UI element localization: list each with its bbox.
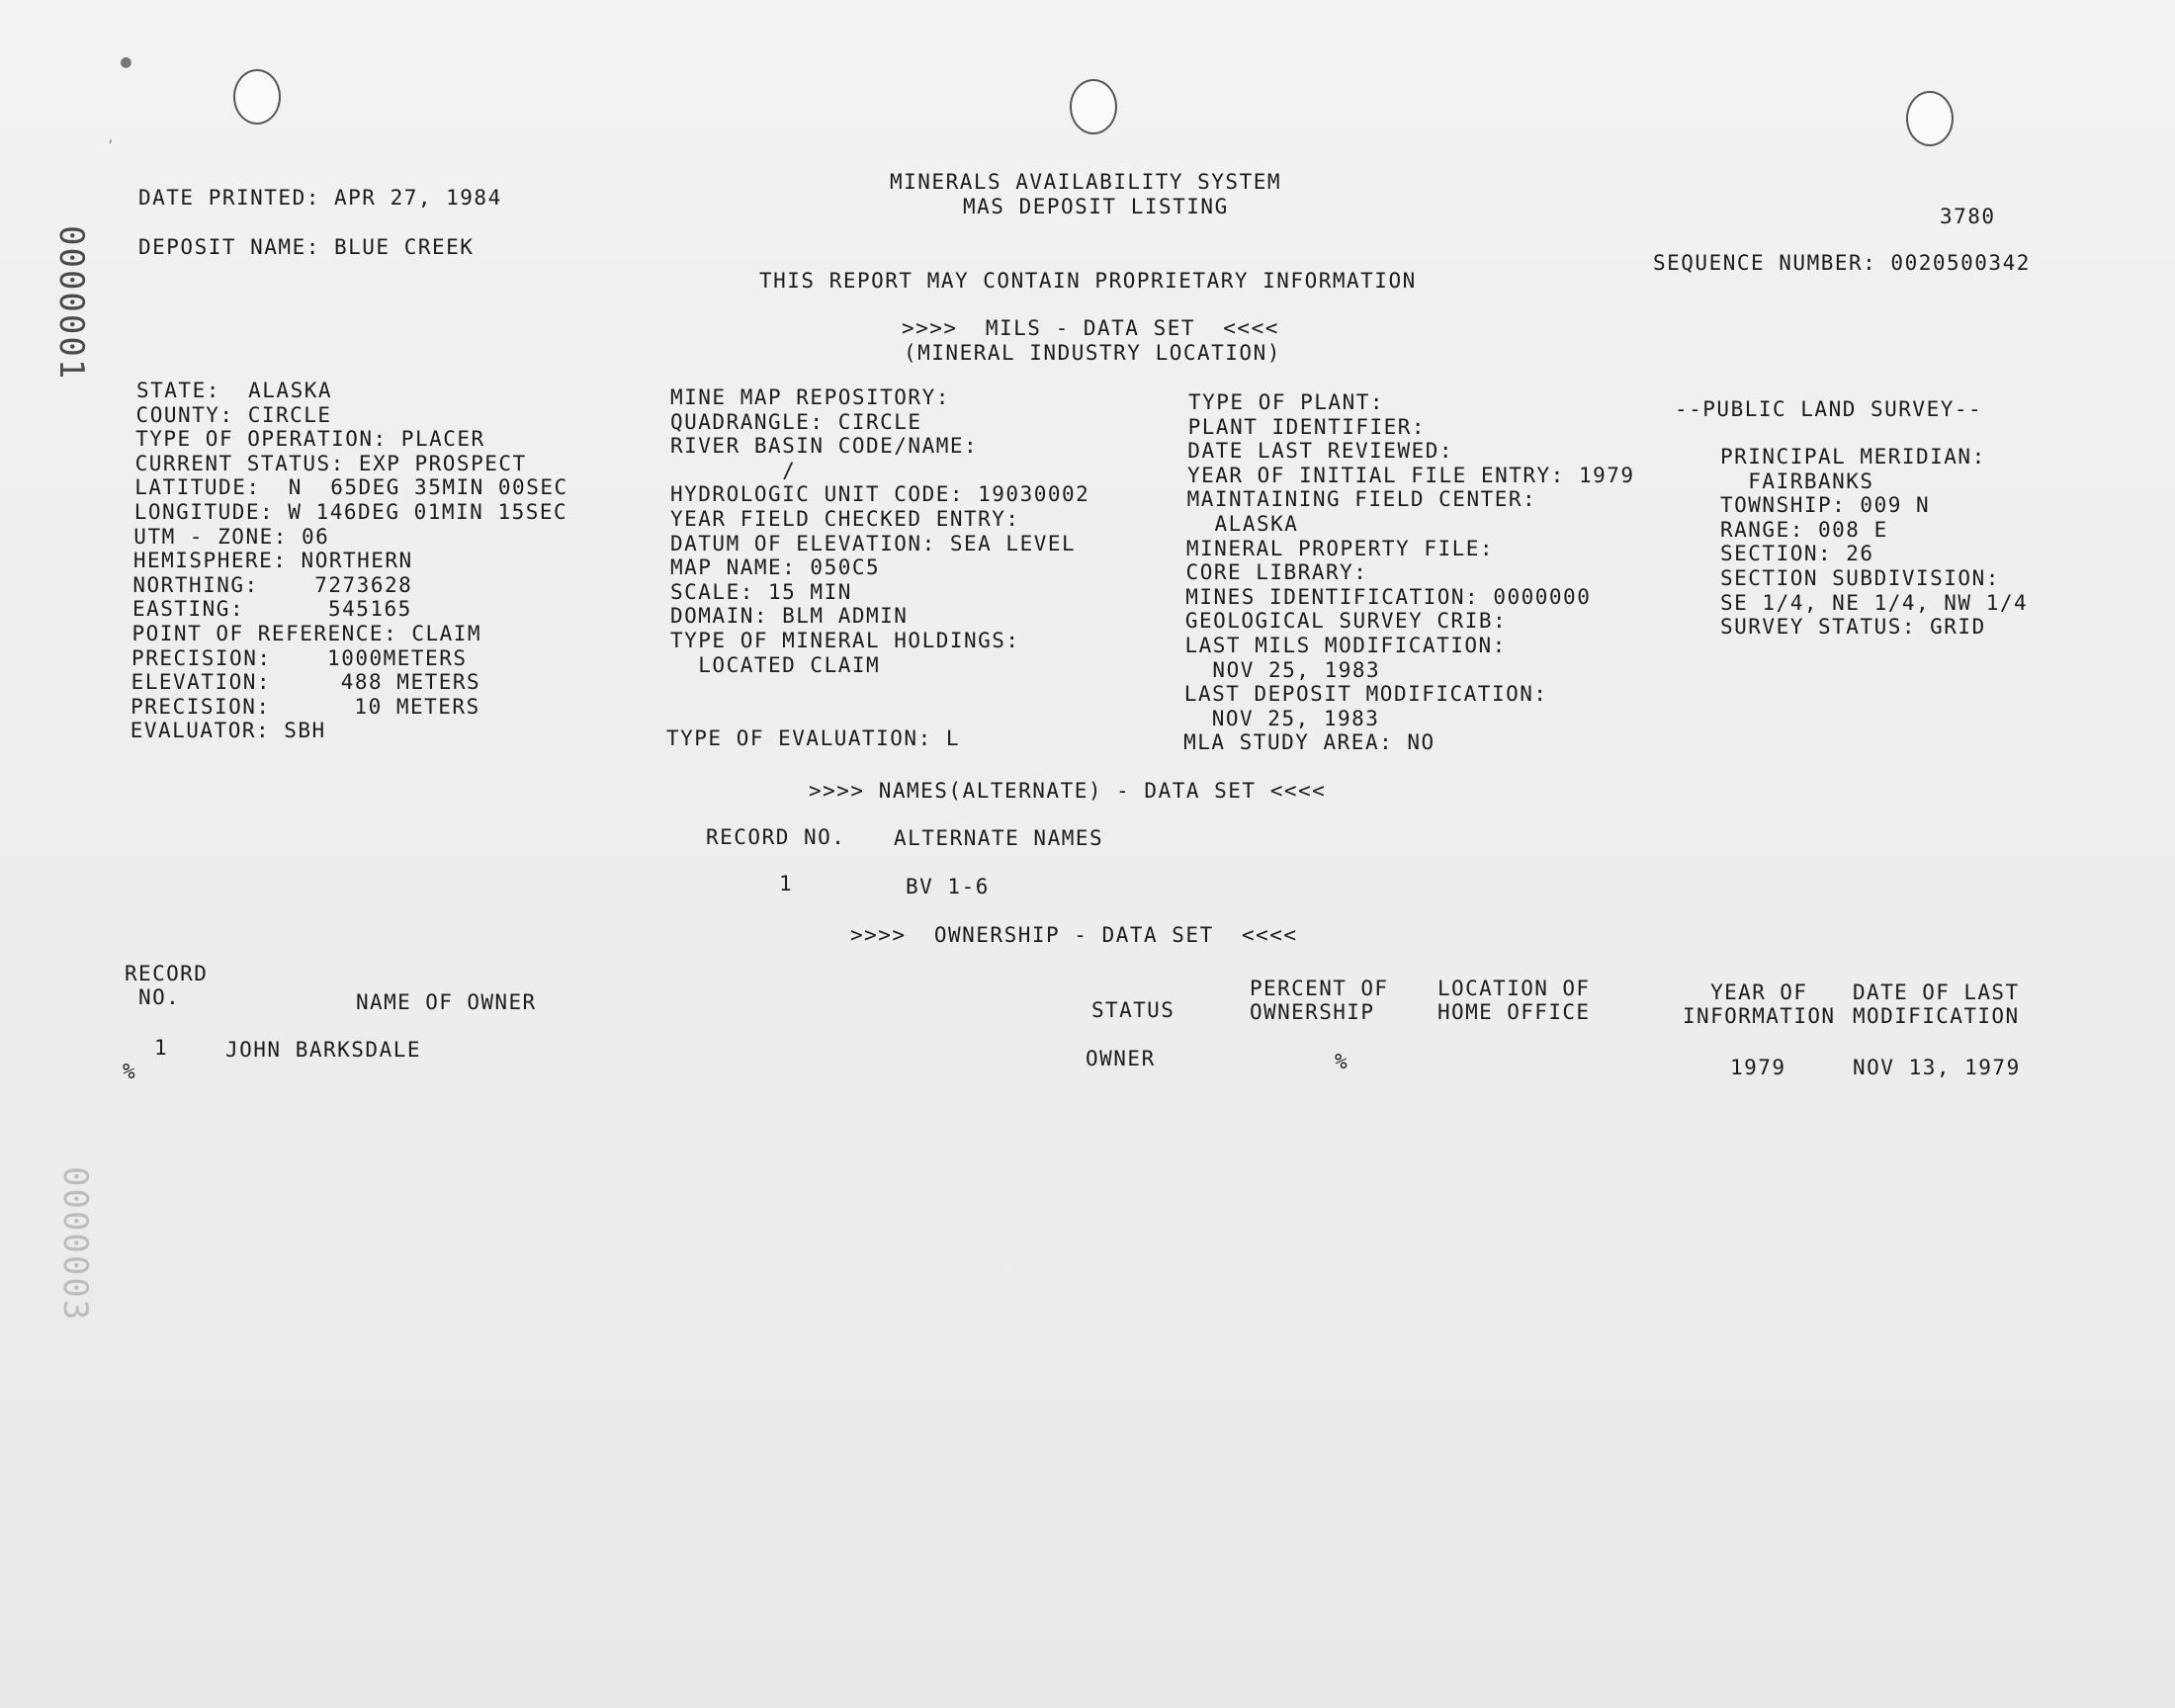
mils-field-line: LAST MILS MODIFICATION: (1184, 634, 1507, 657)
mils-field-line: HYDROLOGIC UNIT CODE: 19030002 (670, 482, 1090, 507)
own-header-year: YEAR OF (1683, 981, 1808, 1004)
mils-field-line: ELEVATION: 488 METERS (130, 670, 481, 695)
mils-field-line: UTM - ZONE: 06 (133, 524, 330, 549)
own-header-home-office: HOME OFFICE (1437, 1000, 1591, 1024)
mils-field-line: LOCATED CLAIM (670, 652, 881, 677)
mils-field-line: DATE LAST REVIEWED: (1187, 439, 1454, 464)
own-row-year: 1979 (1730, 1056, 1786, 1079)
mils-field-line: PRECISION: 1000METERS (131, 645, 468, 670)
mils-field-line: MINES IDENTIFICATION: 0000000 (1185, 584, 1592, 609)
mils-field-line: NORTHING: 7273628 (132, 572, 413, 597)
mils-field-line: EVALUATOR: SBH (130, 719, 326, 743)
mils-field-line: / (670, 458, 797, 482)
mils-field-line: SECTION SUBDIVISION: (1720, 566, 2000, 590)
own-row-status: OWNER (1086, 1047, 1156, 1070)
speck-mark: ’ (107, 138, 115, 152)
mils-field-line: MINERAL PROPERTY FILE: (1185, 536, 1495, 560)
mils-field-line: CURRENT STATUS: EXP PROSPECT (134, 451, 527, 475)
own-row-pct-mark: % (123, 1060, 137, 1083)
system-title: MINERALS AVAILABILITY SYSTEM (890, 170, 1282, 194)
mils-field-line: EASTING: 545165 (131, 597, 412, 622)
mils-field-line: ALASKA (1186, 512, 1299, 536)
own-header-owner: NAME OF OWNER (356, 990, 537, 1014)
own-header-status: STATUS (1091, 998, 1175, 1022)
listing-title: MAS DEPOSIT LISTING (963, 195, 1229, 218)
own-header-ownership: OWNERSHIP (1250, 1000, 1375, 1024)
punch-hole-right (1906, 91, 1954, 146)
mils-field-line: MINE MAP REPOSITORY: (670, 385, 950, 409)
mils-field-line: PRINCIPAL MERIDIAN: (1720, 445, 1986, 469)
own-header-date: DATE OF LAST (1853, 981, 2020, 1004)
own-header-modification: MODIFICATION (1853, 1004, 2020, 1028)
mils-field-line: NOV 25, 1983 (1183, 706, 1380, 730)
mils-field-line: SCALE: 15 MIN (670, 579, 852, 604)
date-printed: DATE PRINTED: APR 27, 1984 (138, 186, 502, 210)
mils-heading: >>>> MILS - DATA SET <<<< (902, 316, 1279, 340)
own-header-location: LOCATION OF (1437, 977, 1591, 1000)
public-land-survey-heading: --PUBLIC LAND SURVEY-- (1675, 397, 1983, 421)
own-header-percent: PERCENT OF (1250, 977, 1389, 1000)
mils-field-line: RANGE: 008 E (1720, 517, 1888, 542)
own-header-record-no: NO. (125, 985, 181, 1009)
mils-field-line: LAST DEPOSIT MODIFICATION: (1183, 682, 1548, 707)
mils-field-line: NOV 25, 1983 (1184, 657, 1381, 682)
mils-field-line: GEOLOGICAL SURVEY CRIB: (1184, 609, 1508, 634)
punch-hole-center (1070, 79, 1117, 134)
mils-field-line: FAIRBANKS (1720, 469, 1874, 493)
mils-field-line: DATUM OF ELEVATION: SEA LEVEL (670, 531, 1077, 555)
mils-field-line: SURVEY STATUS: GRID (1720, 615, 1986, 640)
own-header-information: INFORMATION (1683, 1004, 1836, 1028)
mils-field-line: SECTION: 26 (1720, 542, 1874, 566)
mils-field-line: COUNTY: CIRCLE (135, 402, 332, 427)
mils-field-line: QUADRANGLE: CIRCLE (670, 409, 922, 434)
proprietary-notice: THIS REPORT MAY CONTAIN PROPRIETARY INFORMATION (759, 269, 1417, 293)
own-row-percent: % (1335, 1050, 1349, 1073)
mils-field-line: SE 1/4, NE 1/4, NW 1/4 (1720, 590, 2029, 615)
mils-field-line: YEAR OF INITIAL FILE ENTRY: 1979 (1186, 463, 1635, 487)
names-col-alternate: ALTERNATE NAMES (894, 826, 1104, 850)
mils-field-line: MAINTAINING FIELD CENTER: (1186, 487, 1537, 512)
own-row-date: NOV 13, 1979 (1853, 1056, 2021, 1079)
mils-field-line: STATE: ALASKA (136, 379, 333, 402)
type-of-evaluation: TYPE OF EVALUATION: L (666, 726, 961, 750)
mils-field-line: YEAR FIELD CHECKED ENTRY: (670, 507, 1020, 531)
mils-field-line: PRECISION: 10 METERS (130, 694, 480, 719)
mils-field-line: CORE LIBRARY: (1185, 560, 1368, 585)
mils-field-line: MLA STUDY AREA: NO (1183, 730, 1436, 755)
mils-field-line: TOWNSHIP: 009 N (1720, 493, 1931, 518)
margin-stamp-top: 0000001 (51, 225, 91, 382)
names-heading: >>>> NAMES(ALTERNATE) - DATA SET <<<< (809, 779, 1327, 803)
punch-hole-left (233, 69, 281, 125)
ownership-heading: >>>> OWNERSHIP - DATA SET <<<< (850, 923, 1298, 947)
mils-field-line: PLANT IDENTIFIER: (1187, 414, 1427, 439)
mils-field-line: DOMAIN: BLM ADMIN (670, 604, 909, 629)
mils-field-line: MAP NAME: 050C5 (670, 555, 881, 580)
speck-mark: ● (121, 51, 131, 72)
mils-subheading: (MINERAL INDUSTRY LOCATION) (904, 341, 1281, 365)
margin-stamp-bottom: 0000003 (55, 1166, 95, 1323)
mils-field-line: LONGITUDE: W 146DEG 01MIN 15SEC (133, 500, 568, 524)
names-row-record: 1 (779, 872, 794, 896)
own-row-record: 1 (154, 1036, 169, 1060)
own-row-owner: JOHN BARKSDALE (225, 1038, 422, 1062)
mils-field-line: HEMISPHERE: NORTHERN (132, 549, 413, 573)
mils-field-line: RIVER BASIN CODE/NAME: (670, 434, 979, 459)
names-col-record: RECORD NO. (706, 825, 846, 849)
mils-field-line: POINT OF REFERENCE: CLAIM (131, 622, 482, 645)
own-header-record: RECORD (125, 962, 209, 985)
sequence-number: SEQUENCE NUMBER: 0020500342 (1653, 251, 2031, 275)
mils-field-line: TYPE OF PLANT: (1188, 390, 1385, 414)
names-row-name: BV 1-6 (906, 875, 990, 898)
deposit-name: DEPOSIT NAME: BLUE CREEK (138, 235, 475, 259)
mils-field-line: TYPE OF MINERAL HOLDINGS: (670, 629, 1020, 652)
page-number: 3780 (1940, 205, 1996, 228)
mils-field-line: TYPE OF OPERATION: PLACER (135, 427, 485, 452)
mils-field-line: LATITUDE: N 65DEG 35MIN 00SEC (134, 475, 568, 500)
